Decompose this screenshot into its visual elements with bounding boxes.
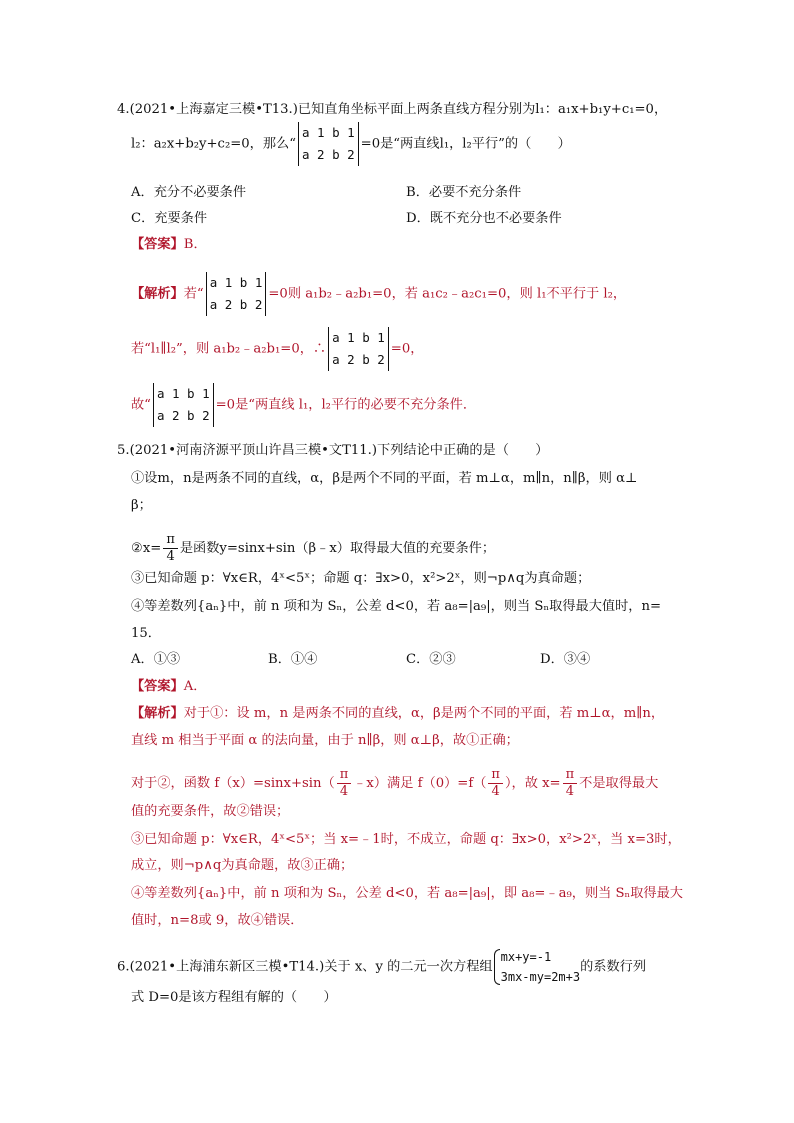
q5-number: 5. <box>117 443 130 458</box>
q5-stem <box>117 442 548 460</box>
q5-option-c: C．②③ <box>406 652 456 667</box>
q5-source: (2021•河南济源平顶山许昌三模•文T11.) <box>129 443 378 458</box>
q4-number: 4. <box>117 102 130 117</box>
q5-answer <box>131 678 206 696</box>
q5-statement-4b: 15． <box>131 626 161 641</box>
q6-stem-line1 <box>117 947 646 987</box>
q4-stem-b: 那么“ <box>262 136 296 152</box>
q4-source: (2021•上海嘉定三模•T13.) <box>129 102 298 117</box>
q6-number: 6. <box>117 959 130 975</box>
q4-analysis-determinant-3: a 1 b 1 a 2 b 2 <box>153 383 214 427</box>
q5-analysis-line3 <box>131 767 658 800</box>
q5-analysis-line7: ④等差数列{aₙ}中，前 n 项和为 Sₙ，公差 d<0，若 a₈=|a₉|，即 a₈=﹣a₉，则当 Sₙ取得最大 <box>131 886 683 901</box>
q4-l2-equation: l₂：a₂x+b₂y+c₂=0， <box>131 136 263 152</box>
q4-analysis-text: 若“ <box>183 286 204 302</box>
q5-statement-4a: ④等差数列{aₙ}中，前 n 项和为 Sₙ，公差 d<0，若 a₈=|a₉|，则当 Sₙ取得最大值时，n= <box>131 599 662 614</box>
q4-analysis-line3 <box>131 383 476 427</box>
q4-answer <box>131 236 207 254</box>
q4-stem-line2 <box>131 122 571 166</box>
q5-option-a: A．①③ <box>131 652 181 667</box>
q6-stem-a: 关于 x、y 的二元一次方程组 <box>324 959 493 975</box>
q5-option-b: B．①④ <box>268 652 318 667</box>
q4-analysis-determinant-2: a 1 b 1 a 2 b 2 <box>328 327 389 371</box>
q4-analysis-label: 【解析】 <box>131 286 184 302</box>
q6-source: (2021•上海浦东新区三模•T14.) <box>129 959 325 975</box>
q4-analysis-determinant-1: a 1 b 1 a 2 b 2 <box>206 272 267 316</box>
q5-stem-text: 下列结论中正确的是（ ） <box>377 443 549 458</box>
q5-analysis-text: 不是取得最大 <box>579 776 659 791</box>
q5-answer-value: A． <box>183 679 207 694</box>
q6-equation-system: mx+y=-1 3mx-my=2m+3 <box>493 947 580 987</box>
q4-analysis-text: 故“ <box>131 397 151 413</box>
q4-option-a: A．充分不必要条件 <box>131 185 247 200</box>
q5-analysis-line6: 成立，则¬p∧q为真命题，故③正确； <box>131 858 354 873</box>
q4-option-d: D．既不充分也不必要条件 <box>406 211 562 226</box>
q5-analysis-text: ﹣x）满足 f（0）=f（ <box>353 776 487 791</box>
q5-statement-2-text: 是函数y=sinx+sin（β﹣x）取得最大值的充要条件； <box>179 541 496 556</box>
q4-stem-a: 已知直角坐标平面上两条直线方程分别为 <box>297 102 536 117</box>
q4-option-c: C．充要条件 <box>131 211 208 226</box>
q5-analysis-line8: 值时，n=8或 9，故④错误． <box>131 913 304 928</box>
q4-answer-label: 【答案】 <box>131 237 184 252</box>
q4-stem-line1 <box>117 101 667 119</box>
q5-statement-3: ③已知命题 p：∀x∈R，4ˣ<5ˣ；命题 q：∃x>0，x²>2ˣ，则¬p∧q为真命题； <box>131 571 591 586</box>
q4-answer-value: B． <box>183 237 207 252</box>
q4-determinant: a 1 b 1 a 2 b 2 <box>298 122 359 166</box>
q4-analysis-text: =0是“两直线 l₁，l₂平行的必要不充分条件． <box>215 397 477 413</box>
q4-stem-c: =0是“两直线l₁，l₂平行”的（ ） <box>360 136 571 152</box>
q5-fraction-pi-over-4: $\frac{\pi}{4}$ <box>163 532 178 565</box>
q4-analysis-text: 若“l₁∥l₂”，则 a₁b₂﹣a₂b₁=0，∴ <box>131 341 327 357</box>
q5-analysis-fraction-2: $\frac{\pi}{4}$ <box>488 767 503 800</box>
q5-statement-1a: ①设m，n是两条不同的直线，α，β是两个不同的平面，若 m⊥α，m∥n，n∥β，则 α⊥ <box>131 471 638 486</box>
q5-analysis-fraction-3: $\frac{\pi}{4}$ <box>563 767 578 800</box>
q5-analysis-label: 【解析】 <box>131 706 184 721</box>
q6-stem-line2: 式 D=0是该方程组有解的（ ） <box>131 990 337 1005</box>
q5-answer-label: 【答案】 <box>131 679 184 694</box>
q5-statement-2 <box>131 532 495 565</box>
q4-l1-equation: l₁：a₁x+b₁y+c₁=0， <box>535 102 668 117</box>
q6-stem-b: 的系数行列 <box>580 959 647 975</box>
q5-analysis-text: 对于①：设 m，n 是两条不同的直线，α，β是两个不同的平面，若 m⊥α，m∥n， <box>183 706 665 721</box>
q5-option-d: D．③④ <box>540 652 591 667</box>
q5-analysis-text: 对于②，函数 f（x）=sinx+sin（ <box>131 776 335 791</box>
q4-analysis-text: =0则 a₁b₂﹣a₂b₁=0，若 a₁c₂﹣a₂c₁=0，则 l₁不平行于 l₂， <box>268 286 627 302</box>
q5-statement-2-text: ②x= <box>131 541 162 556</box>
q5-analysis-fraction-1: $\frac{\pi}{4}$ <box>337 767 352 800</box>
q4-analysis-line1 <box>131 272 626 316</box>
q4-analysis-line2 <box>131 327 423 371</box>
q5-analysis-line1 <box>131 705 664 723</box>
q5-analysis-text: ），故 x= <box>504 776 561 791</box>
q5-analysis-line5: ③已知命题 p：∀x∈R，4ˣ<5ˣ；当 x=﹣1时，不成立，命题 q：∃x>0，x²>2ˣ，当 x=3时， <box>131 832 681 847</box>
q5-analysis-line4: 值的充要条件，故②错误； <box>131 804 290 819</box>
q4-option-b: B．必要不充分条件 <box>406 185 522 200</box>
q5-analysis-line2: 直线 m 相当于平面 α 的法向量，由于 n∥β，则 α⊥β，故①正确； <box>131 733 519 748</box>
q4-analysis-text: =0， <box>390 341 424 357</box>
q5-statement-1b: β； <box>131 498 152 513</box>
